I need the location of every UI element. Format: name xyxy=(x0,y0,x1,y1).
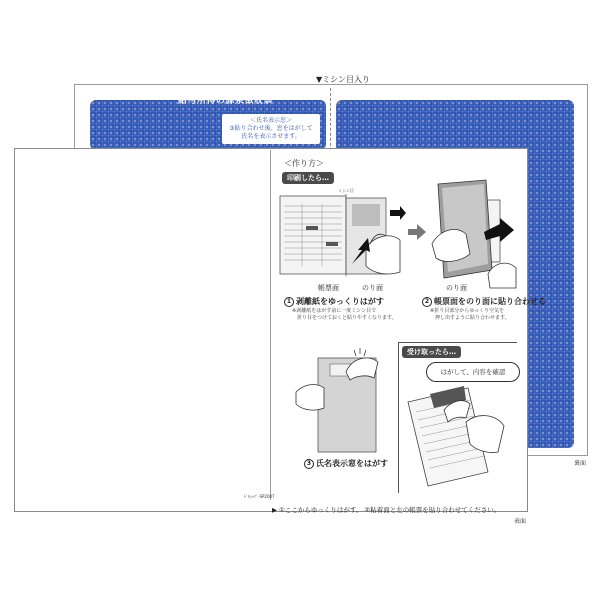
step1-note-line2: 折り目をつけておくと貼りやすくなります。 xyxy=(292,315,397,321)
illustration-peel-window xyxy=(294,344,386,456)
label-glue-face-2: のり面 xyxy=(446,284,467,292)
step3-title-text: 氏名表示窓をはがす xyxy=(316,459,388,468)
check-contents-bubble: はがして、内容を確認 xyxy=(426,362,520,382)
front-divider xyxy=(270,150,271,500)
step1-title-text: 剥離紙をゆっくりはがす xyxy=(296,297,384,306)
illustration-received-form xyxy=(404,382,512,488)
name-window xyxy=(222,114,320,144)
step1-number: 1 xyxy=(284,297,294,307)
step3-number: 3 xyxy=(304,459,314,469)
step2-number: 2 xyxy=(422,297,432,307)
step3-title xyxy=(304,458,388,469)
step2-note-line1: ※折り目部分からゆっくり空気を xyxy=(430,308,505,314)
front-face-label: 表面 xyxy=(514,518,527,525)
after-print-tag: 印刷したら… xyxy=(282,172,334,184)
back-title: 給与所得の源泉徴収票 xyxy=(178,96,274,106)
name-window-line1: ③貼り合わせ後、窓をはがして xyxy=(229,125,313,132)
illustration-peel-liner xyxy=(278,186,408,292)
product-code: ﾄﾞｷｭﾍｿﾞ-SP2007 xyxy=(244,494,275,499)
received-tag: 受け取ったら… xyxy=(402,346,461,358)
illustration-laminate xyxy=(428,178,520,292)
footer-note: ▶ ①ここからゆっくりはがす。 ②粘着面と左の帳票を貼り合わせてください。 xyxy=(272,506,501,514)
step2-title xyxy=(422,296,546,307)
step2-title-text: 帳票面をのり面に貼り合わせる xyxy=(434,297,546,306)
label-glue-face-1: のり面 xyxy=(362,284,383,292)
right-arrow-icon xyxy=(408,224,426,240)
step2-note-line2: 押し出すように貼り合わせます。 xyxy=(430,315,510,321)
perforation-label: ▼ミシン目入り xyxy=(316,75,370,84)
step1-note-line1: ※剥離紙をはがす前に一度ミシン目で xyxy=(292,308,377,314)
how-to-title: ＜作り方＞ xyxy=(284,159,324,168)
name-window-line2: 氏名を表示させます。 xyxy=(241,133,301,140)
perforation-small-label: ミシン目 xyxy=(338,188,354,193)
label-ledger-face: 帳票面 xyxy=(318,284,339,292)
name-window-heading: ＜氏名表示窓＞ xyxy=(249,117,292,124)
back-face-label: 裏面 xyxy=(574,460,587,467)
step1-title xyxy=(284,296,384,307)
